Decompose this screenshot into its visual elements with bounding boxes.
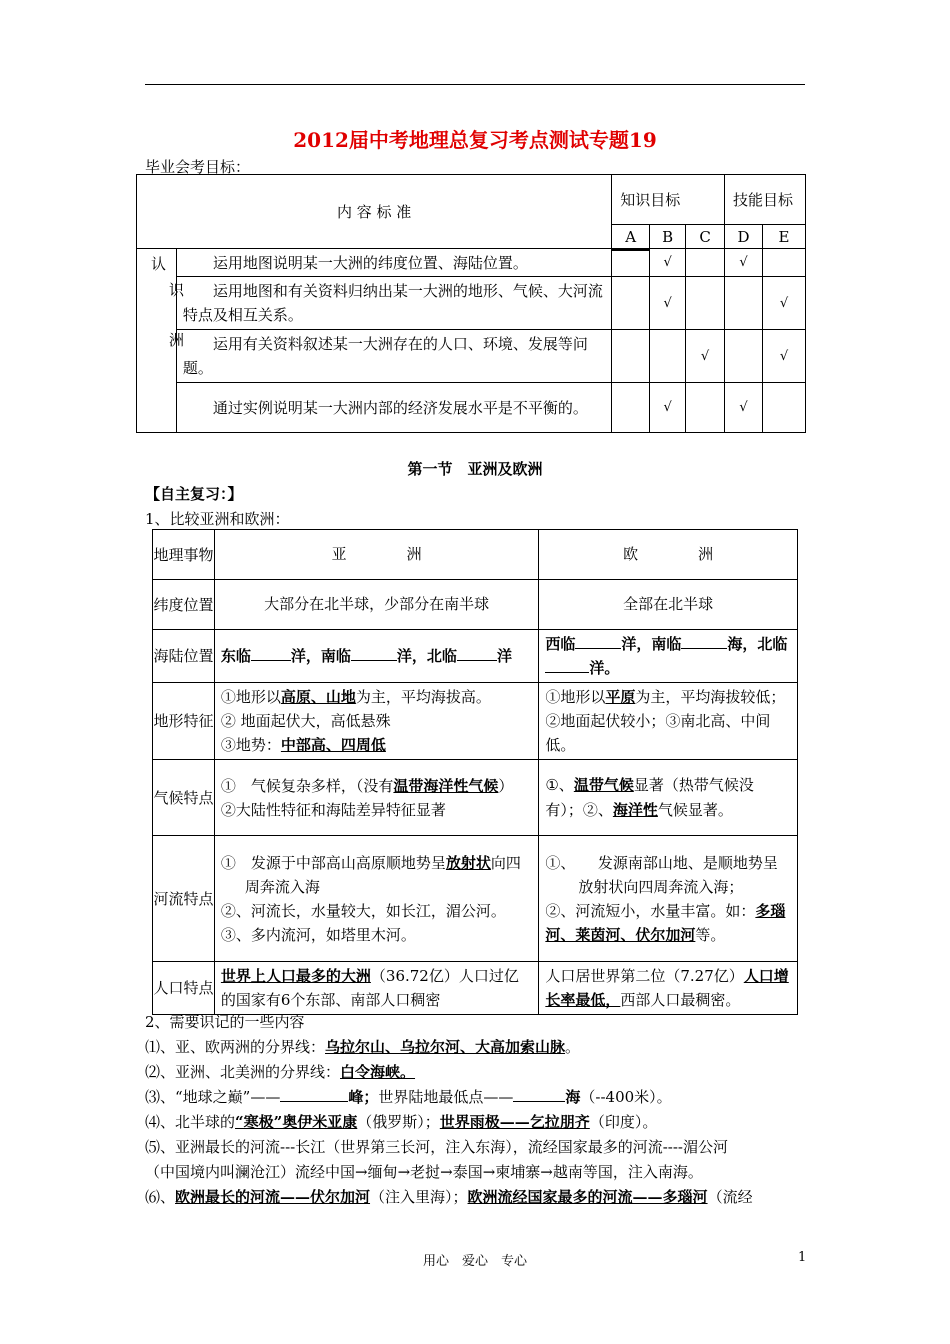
europe-river: ①、 发源南部山地、是顺地势呈放射状向四周奔流入海； ②、河流短小，水量丰富。如：多瑙河、莱茵河、伏尔加河等。	[539, 836, 798, 962]
page-title: 2012届中考地理总复习考点测试专题19	[293, 128, 657, 152]
asia-sea: 东临 洋，南临 洋，北临 洋	[214, 630, 538, 683]
item-6: ⑹、欧洲最长的河流——伏尔加河（注入里海）；欧洲流经国家最多的河流——多瑙河（流经	[145, 1188, 753, 1206]
europe-sea: 西临 洋，南临 海，北临洋。	[539, 630, 798, 683]
goal-row-1: 运用地图说明某一大洲的纬度位置、海陆位置。	[176, 249, 611, 277]
header-rule	[145, 84, 805, 85]
goal-row-2: 运用地图和有关资料归纳出某一大洲的地形、气候、大河流特点及相互关系。	[176, 277, 611, 330]
level-b: B	[650, 225, 686, 249]
page-number: 1	[798, 1250, 807, 1265]
compare-table	[152, 529, 798, 1015]
level-d: D	[725, 225, 763, 249]
europe-lat: 全部在北半球	[539, 580, 798, 630]
row-label-pop: 人口特点	[153, 962, 215, 1015]
page-footer: 用心 爱心 专心	[422, 1254, 527, 1269]
header-europe: 欧 洲	[539, 530, 798, 580]
q2-label: 2、需要识记的一些内容	[145, 1013, 305, 1031]
goal-table: 内 容 标 准 知识目标 技能目标 A B C D E 认 识 洲 运用地图说明某一大洲的纬度位置、海陆位置。 √ √ 运用地图和有关资料归纳出某一大洲的地形、气候、大河流特点及相互关系。 √ √ 运用有关资料叙述某一大洲存在的人口、环境、发展等问题。 √ √ 通过实例说明某一大洲内部的经济发展水平是不平衡的。 √ √	[136, 174, 806, 433]
level-c: C	[686, 225, 725, 249]
skill-goal-header: 技能目标	[725, 175, 806, 225]
section-title: 第一节 亚洲及欧洲	[407, 460, 543, 478]
header-item: 地理事物	[153, 530, 215, 580]
europe-terrain: ①地形以平原为主，平均海拔较低；②地面起伏较小；③南北高、中间低。	[539, 683, 798, 760]
item-5a: ⑸、亚洲最长的河流---长江（世界第三长河，注入东海），流经国家最多的河流----湄公河	[145, 1138, 728, 1156]
europe-climate: ①、温带气候显著（热带气候没有）；②、海洋性气候显著。	[539, 760, 798, 836]
row-label-terrain: 地形特征	[153, 683, 215, 760]
item-3: ⑶、“地球之巅”—— 峰；世界陆地最低点—— 海（--400米）。	[145, 1088, 672, 1106]
level-e: E	[763, 225, 806, 249]
content-standard-header: 内 容 标 准	[137, 175, 612, 249]
item-5b: （中国境内叫澜沧江）流经中国→缅甸→老挝→泰国→柬埔寨→越南等国，注入南海。	[145, 1163, 703, 1181]
self-review-label: 【自主复习：】	[145, 485, 243, 503]
item-1: ⑴、亚、欧两洲的分界线：乌拉尔山、乌拉尔河、大高加索山脉。	[145, 1038, 581, 1056]
knowledge-goal-header: 知识目标	[612, 175, 725, 225]
row-label-climate: 气候特点	[153, 760, 215, 836]
asia-river: ① 发源于中部高山高原顺地势呈放射状向四周奔流入海 ②、河流长，水量较大，如长江，湄公河。 ③、多内流河，如塔里木河。	[214, 836, 538, 962]
goal-row-4: 通过实例说明某一大洲内部的经济发展水平是不平衡的。	[176, 383, 611, 433]
row-label-lat: 纬度位置	[153, 580, 215, 630]
item-4: ⑷、北半球的“寒极”奥伊米亚康（俄罗斯）；世界雨极——乞拉朋齐（印度）。	[145, 1113, 658, 1131]
level-a: A	[612, 225, 650, 249]
europe-pop: 人口居世界第二位（7.27亿）人口增长率最低，西部人口最稠密。	[539, 962, 798, 1015]
side-label: 认 识 洲	[137, 249, 177, 433]
asia-lat: 大部分在北半球，少部分在南半球	[214, 580, 538, 630]
item-2: ⑵、亚洲、北美洲的分界线：白令海峡。	[145, 1063, 416, 1081]
asia-pop: 世界上人口最多的大洲（36.72亿）人口过亿的国家有6个东部、南部人口稠密	[214, 962, 538, 1015]
goal-row-3: 运用有关资料叙述某一大洲存在的人口、环境、发展等问题。	[176, 330, 611, 383]
q1-label: 1、比较亚洲和欧洲：	[145, 510, 290, 528]
row-label-sea: 海陆位置	[153, 630, 215, 683]
asia-climate: ① 气候复杂多样，（没有温带海洋性气候） ②大陆性特征和海陆差异特征显著	[214, 760, 538, 836]
exam-goal-label: 毕业会考目标：	[145, 158, 251, 176]
asia-terrain: ①地形以高原、山地为主，平均海拔高。 ② 地面起伏大，高低悬殊 ③地势：中部高、四周低	[214, 683, 538, 760]
header-asia: 亚 洲	[214, 530, 538, 580]
row-label-river: 河流特点	[153, 836, 215, 962]
